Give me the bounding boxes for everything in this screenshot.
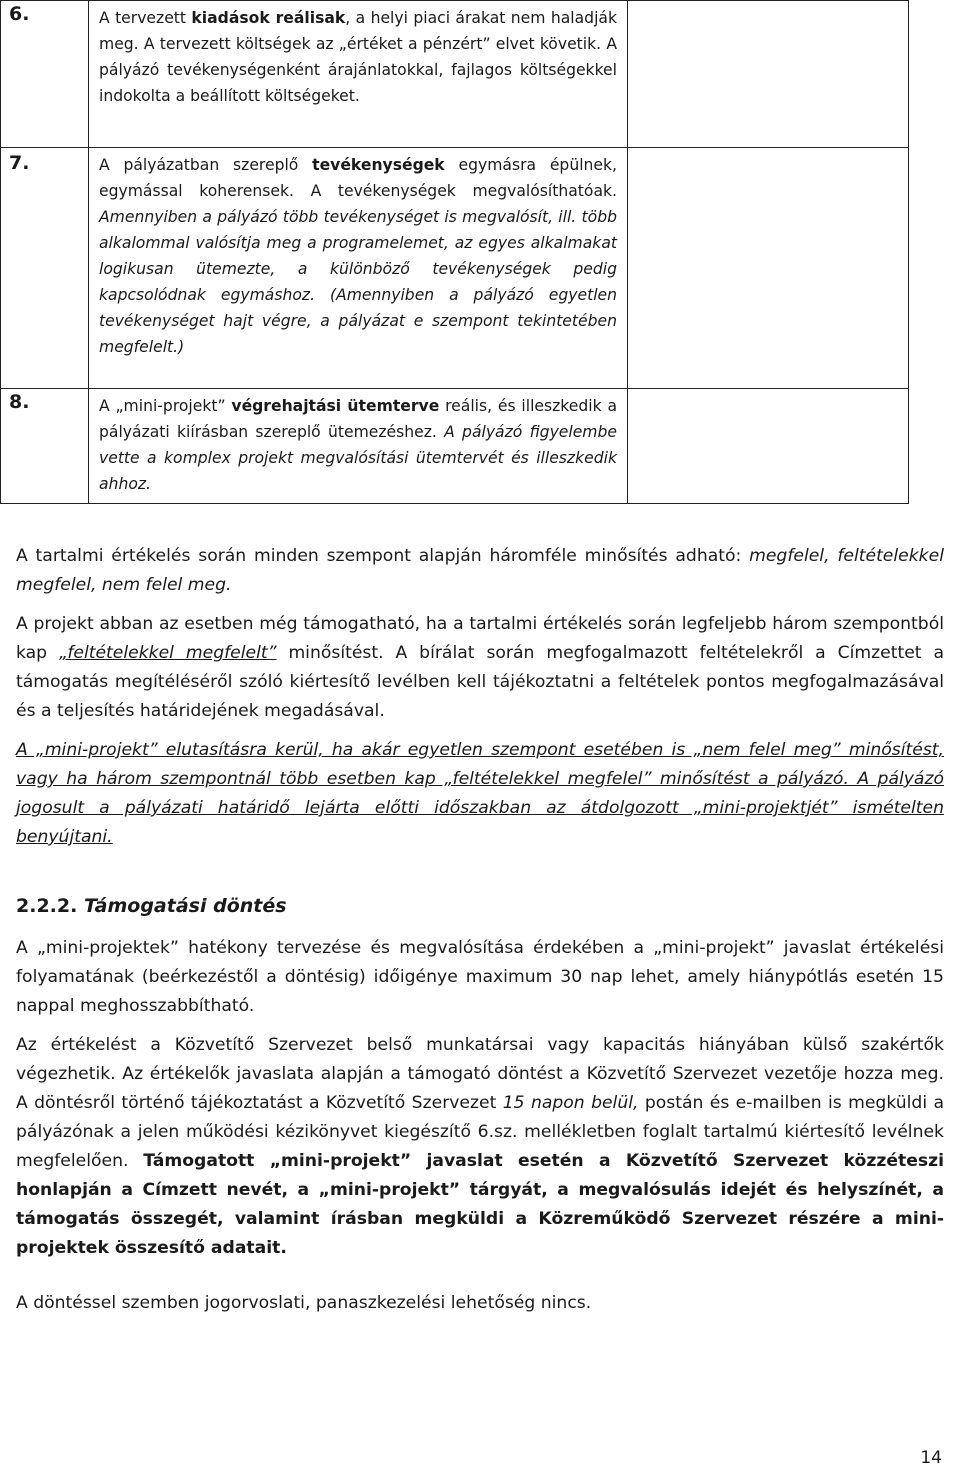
heading-number: 2.2.2. xyxy=(16,895,78,917)
table-row xyxy=(1,389,909,504)
table-row xyxy=(1,148,909,389)
criterion-number: 7. xyxy=(1,148,89,389)
table-row xyxy=(1,1,909,148)
paragraph: A döntéssel szemben jogorvoslati, panaszkezelési lehetőség nincs. xyxy=(16,1293,592,1313)
paragraph: A „mini-projekt” elutasításra kerül, ha akár egyetlen szempont esetében is „nem felel meg” minősítést, vagy ha három szempontnál több esetben kap „feltételekkel megfelel” minősítést a pályázó. A pályázó jogosult a pályázati határidő lejárta előtti időszakban az átdolgozott „mini-projektjét” ismételten benyújtani. xyxy=(16,740,944,847)
score-cell xyxy=(628,389,909,504)
paragraph: A „mini-projektek” hatékony tervezése és megvalósítása érdekében a „mini-projekt” javaslat értékelési folyamatának (beérkezéstől a döntésig) időigénye maximum 30 nap lehet, amely hiánypótlás esetén 15 nappal meghosszabbítható. xyxy=(16,938,944,1016)
decision-section xyxy=(16,934,944,1328)
criterion-number: 8. xyxy=(1,389,89,504)
criterion-text: A tervezett kiadások reálisak, a helyi piaci árakat nem haladják meg. A tervezett költségek az „értéket a pénzért” elvet követik. A pályázó tevékenységenként árajánlatokkal, fajlagos költségekkel indokolta a beállított költségeket. xyxy=(89,1,628,148)
heading-title: Támogatási döntés xyxy=(83,895,287,917)
criterion-text: A pályázatban szereplő tevékenységek egymásra épülnek, egymással koherensek. A tevékenységek megvalósíthatóak. Amennyiben a pályázó több tevékenységet is megvalósít, ill. több alkalommal valósítja meg a programelemet, az egyes alkalmakat logikusan ütemezte, a különböző tevékenységek pedig kapcsolódnak egymáshoz. (Amennyiben a pályázó egyetlen tevékenységet hajt végre, a pályázat e szempont tekintetében megfelelt.) xyxy=(89,148,628,389)
page-number: 14 xyxy=(920,1448,942,1468)
evaluation-section xyxy=(16,542,944,862)
criterion-number: 6. xyxy=(1,1,89,148)
paragraph: A tartalmi értékelés során minden szempont alapján háromféle minősítés adható: megfelel, feltételekkel megfelel, nem felel meg. xyxy=(16,546,944,595)
criterion-text: A „mini-projekt” végrehajtási ütemterve reális, és illeszkedik a pályázati kiírásban szereplő ütemezéshez. A pályázó figyelembe vette a komplex projekt megvalósítási ütemtervét és illeszkedik ahhoz. xyxy=(89,389,628,504)
paragraph: Az értékelést a Közvetítő Szervezet belső munkatársai vagy kapacitás hiányában külső szakértők végezhetik. Az értékelők javaslata alapján a támogató döntést a Közvetítő Szervezet vezetője hozza meg. A döntésről történő tájékoztatást a Közvetítő Szervezet 15 napon belül, postán és e-mailben is megküldi a pályázónak a jelen működési kézikönyvet kiegészítő 6.sz. mellékletben foglalt tartalmú kiértesítő levélnek megfelelően. Támogatott „mini-projekt” javaslat esetén a Közvetítő Szervezet közzéteszi honlapján a Címzett nevét, a „mini-projekt” tárgyát, a megvalósulás idejét és helyszínét, a támogatás összegét, valamint írásban megküldi a Közreműködő Szervezet részére a mini-projektek összesítő adatait. xyxy=(16,1035,944,1258)
criteria-table xyxy=(0,0,909,504)
score-cell xyxy=(628,148,909,389)
section-heading xyxy=(16,895,287,917)
score-cell xyxy=(628,1,909,148)
paragraph: A projekt abban az esetben még támogatható, ha a tartalmi értékelés során legfeljebb három szempontból kap „feltételekkel megfelelt” minősítést. A bírálat során megfogalmazott feltételekről a Címzettet a támogatás megítéléséről szóló kiértesítő levélben kell tájékoztatni a feltételek pontos megfogalmazásával és a teljesítés határidejének megadásával. xyxy=(16,614,945,721)
